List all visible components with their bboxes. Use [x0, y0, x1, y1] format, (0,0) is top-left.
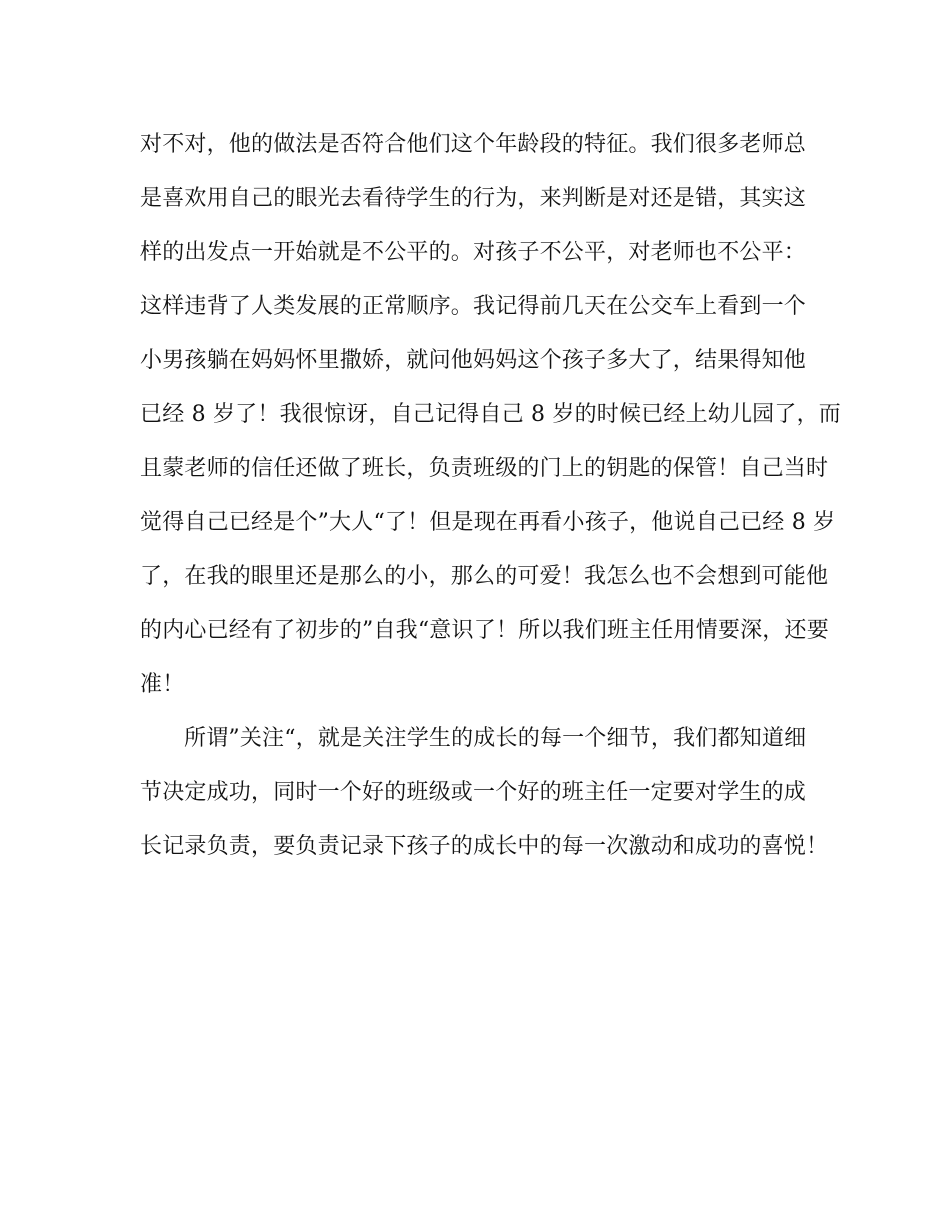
- text-line: 样的出发点一开始就是不公平的。对孩子不公平，对老师也不公平：: [140, 240, 807, 265]
- text-line: 长记录负责，要负责记录下孩子的成长中的每一次激动和成功的喜悦！: [140, 834, 829, 859]
- text-line: 对不对，他的做法是否符合他们这个年龄段的特征。我们很多老师总: [140, 132, 807, 157]
- text-line: 这样违背了人类发展的正常顺序。我记得前几天在公交车上看到一个: [140, 294, 807, 319]
- text-line: 的内心已经有了初步的”自我“意识了！所以我们班主任用情要深，还要: [140, 618, 829, 643]
- text-line: 已经 8 岁了！我很惊讶，自己记得自己 8 岁的时候已经上幼儿园了，而: [140, 402, 841, 427]
- text-line: 是喜欢用自己的眼光去看待学生的行为，来判断是对还是错，其实这: [140, 186, 807, 211]
- text-line: 且蒙老师的信任还做了班长，负责班级的门上的钥匙的保管！自己当时: [140, 456, 829, 481]
- paragraph-start-line: 所谓”关注“，就是关注学生的成长的每一个细节，我们都知道细: [184, 726, 807, 751]
- text-line: 觉得自己已经是个”大人“了！但是现在再看小孩子，他说自己已经 8 岁: [140, 510, 836, 535]
- text-line: 小男孩躺在妈妈怀里撒娇，就问他妈妈这个孩子多大了，结果得知他: [140, 348, 807, 373]
- text-line: 准！: [140, 672, 185, 697]
- text-line: 节决定成功，同时一个好的班级或一个好的班主任一定要对学生的成: [140, 780, 807, 805]
- text-line: 了，在我的眼里还是那么的小，那么的可爱！我怎么也不会想到可能他: [140, 564, 829, 589]
- body-text: [140, 118, 841, 874]
